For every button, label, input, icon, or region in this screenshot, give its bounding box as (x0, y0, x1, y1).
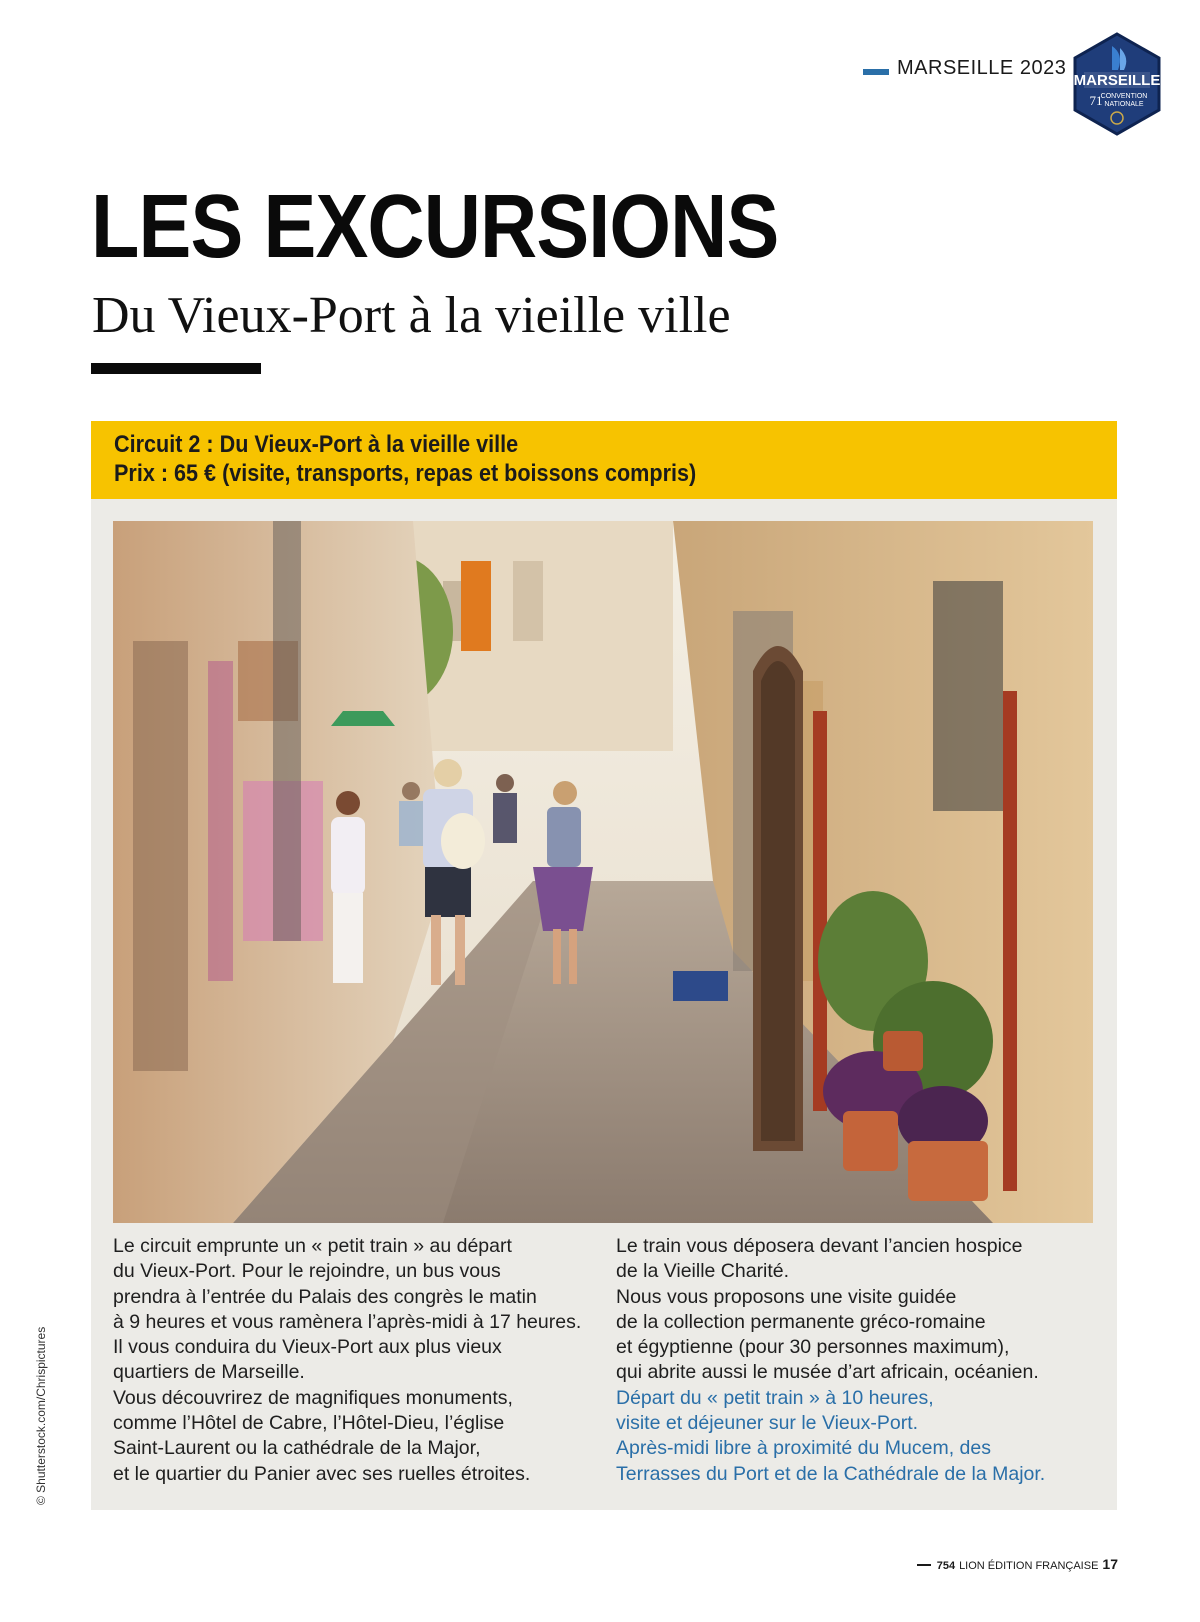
highlight-line: Terrasses du Port et de la Cathédrale de la Major. (616, 1462, 1046, 1485)
description-right (616, 1234, 1106, 1487)
text-line: Vous découvrirez de magnifiques monuments, (113, 1386, 513, 1409)
highlight-line: Départ du « petit train » à 10 heures, (616, 1386, 934, 1409)
text-line: Nous vous proposons une visite guidée (616, 1285, 957, 1308)
title-underline (91, 363, 261, 374)
text-line: Le circuit emprunte un « petit train » au départ (113, 1235, 512, 1257)
text-line: à 9 heures et vous ramènera l’après-midi à 17 heures. (113, 1310, 582, 1333)
page-title: LES EXCURSIONS (91, 177, 779, 277)
footer-dash (917, 1564, 931, 1566)
excursion-card (91, 421, 1117, 1510)
page-number: 17 (1102, 1556, 1118, 1572)
text-line: prendra à l’entrée du Palais des congrès le matin (113, 1285, 537, 1308)
text-line: du Vieux-Port. Pour le rejoindre, un bus vous (113, 1260, 501, 1283)
badge-subtitle-1: CONVENTION (1100, 93, 1148, 100)
issue-number: 754 (936, 1560, 956, 1572)
publication-name: LION ÉDITION FRANÇAISE (959, 1560, 1099, 1572)
badge-city: MARSEILLE (1073, 72, 1161, 89)
circuit-title: Circuit 2 : Du Vieux-Port à la vieille ville (114, 431, 519, 458)
text-line: Saint-Laurent ou la cathédrale de la Major, (113, 1437, 481, 1460)
card-header (91, 421, 1117, 499)
text-line: Il vous conduira du Vieux-Port aux plus vieux (113, 1336, 502, 1359)
event-label: MARSEILLE 2023 (897, 57, 1067, 79)
text-line: Le train vous déposera devant l’ancien hospice (616, 1235, 1023, 1257)
circuit-price: Prix : 65 € (visite, transports, repas et boissons compris) (114, 460, 697, 487)
street-photo (113, 521, 1093, 1223)
photo-credit: © Shutterstock.com/Chrispictures (34, 1326, 48, 1505)
text-line: qui abrite aussi le musée d’art africain, océanien. (616, 1361, 1039, 1384)
text-line: quartiers de Marseille. (113, 1361, 305, 1384)
text-line: de la collection permanente gréco-romaine (616, 1310, 986, 1333)
page-footer (917, 1556, 1118, 1572)
convention-badge-icon (1072, 32, 1162, 136)
description-left (113, 1234, 603, 1487)
badge-edition: 71 (1089, 93, 1103, 108)
text-line: de la Vieille Charité. (616, 1260, 790, 1283)
highlight-line: visite et déjeuner sur le Vieux-Port. (616, 1412, 919, 1435)
badge-subtitle-2: NATIONALE (1104, 101, 1144, 108)
header-accent-rule (863, 69, 889, 75)
highlight-line: Après-midi libre à proximité du Mucem, des (616, 1437, 991, 1460)
text-line: et le quartier du Panier avec ses ruelles étroites. (113, 1462, 531, 1485)
text-line: comme l’Hôtel de Cabre, l’Hôtel-Dieu, l’église (113, 1412, 505, 1435)
text-line: et égyptienne (pour 30 personnes maximum), (616, 1336, 1010, 1359)
page-subtitle: Du Vieux-Port à la vieille ville (92, 287, 731, 344)
